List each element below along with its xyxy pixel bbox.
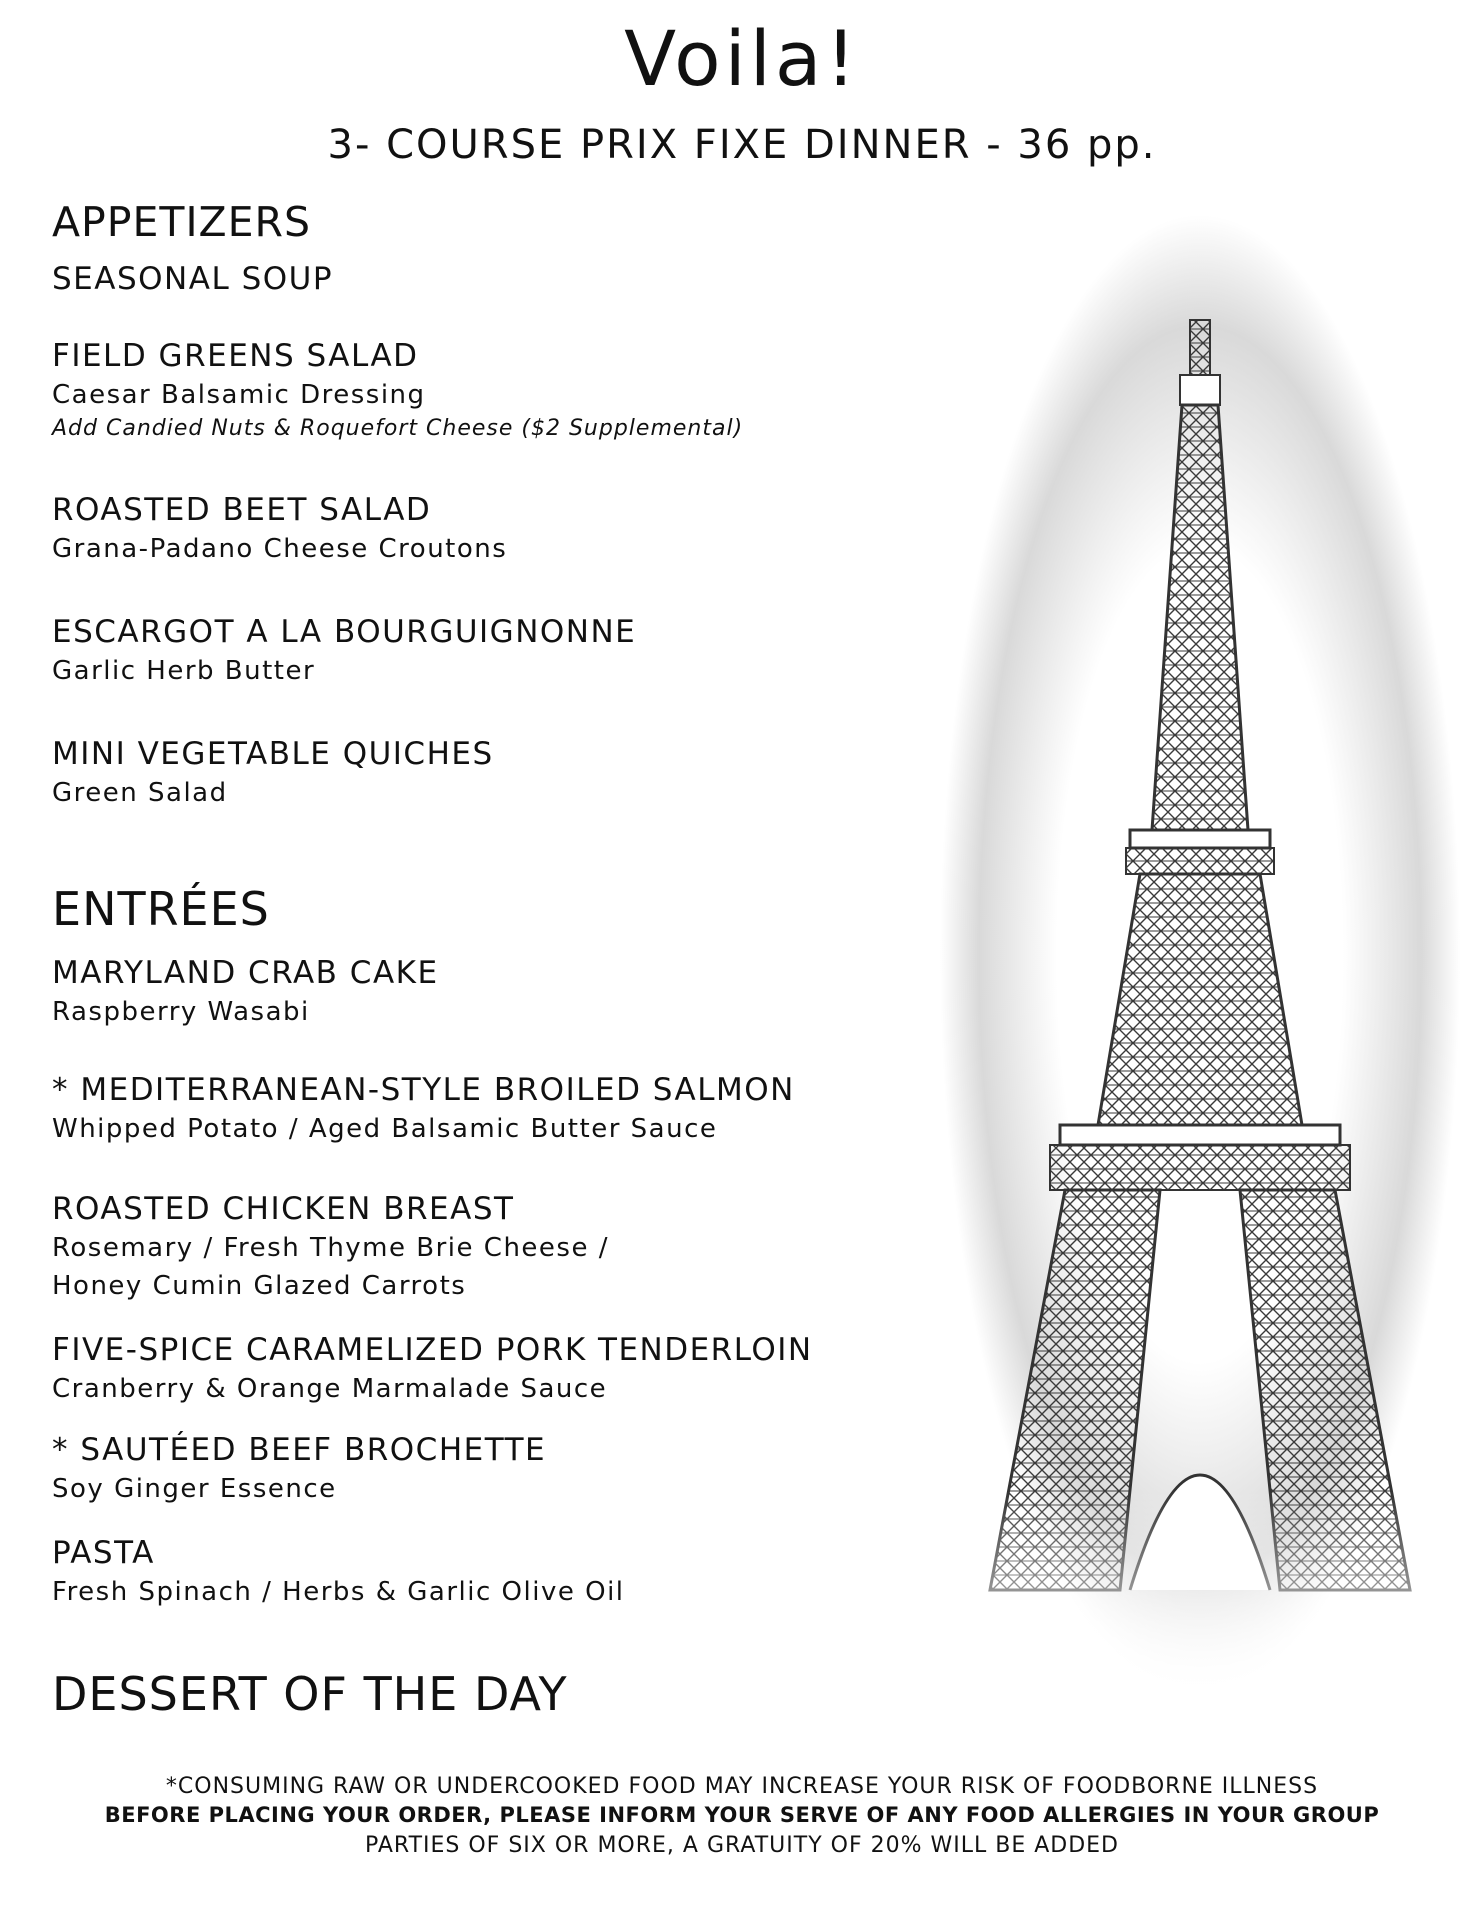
- dessert-heading: DESSERT OF THE DAY: [52, 1667, 568, 1721]
- footer-warning: *CONSUMING RAW OR UNDERCOOKED FOOD MAY INCREASE YOUR RISK OF FOODBORNE ILLNESS: [165, 1774, 1319, 1799]
- menu-item-beef-brochette: [52, 1430, 912, 1508]
- item-description: Garlic Herb Butter: [52, 656, 316, 686]
- item-name: ESCARGOT A LA BOURGUIGNONNE: [52, 614, 637, 650]
- menu-item-pork-tenderloin: [52, 1330, 912, 1408]
- item-description: Caesar Balsamic Dressing: [52, 380, 426, 410]
- item-description: Fresh Spinach / Herbs & Garlic Olive Oil: [52, 1577, 625, 1607]
- item-description: Soy Ginger Essence: [52, 1474, 337, 1504]
- item-description: Grana-Padano Cheese Croutons: [52, 534, 508, 564]
- item-name: SEASONAL SOUP: [52, 261, 334, 297]
- menu-item-escargot: [52, 612, 912, 690]
- menu-item-seasonal-soup: [52, 259, 912, 299]
- item-name: FIVE-SPICE CARAMELIZED PORK TENDERLOIN: [52, 1332, 813, 1368]
- item-name: MARYLAND CRAB CAKE: [52, 955, 439, 991]
- appetizers-heading: APPETIZERS: [52, 198, 312, 246]
- entrees-heading: ENTRÉES: [52, 882, 270, 936]
- menu-item-pasta: [52, 1533, 912, 1611]
- menu-item-broiled-salmon: [52, 1070, 912, 1148]
- eiffel-tower-icon: [930, 210, 1470, 1700]
- item-name: MINI VEGETABLE QUICHES: [52, 736, 494, 772]
- menu-item-mini-vegetable-quiches: [52, 734, 912, 812]
- item-name: ROASTED CHICKEN BREAST: [52, 1191, 515, 1227]
- menu-item-maryland-crab-cake: [52, 953, 912, 1031]
- item-name: PASTA: [52, 1535, 155, 1571]
- menu-title: Voila!: [624, 14, 860, 103]
- item-name: ROASTED BEET SALAD: [52, 492, 432, 528]
- eiffel-tower-illustration: [930, 210, 1470, 1700]
- item-description: Whipped Potato / Aged Balsamic Butter Sauce: [52, 1114, 718, 1144]
- item-description: Raspberry Wasabi: [52, 997, 310, 1027]
- menu-item-roasted-beet-salad: [52, 490, 912, 568]
- item-name: * SAUTÉED BEEF BROCHETTE: [52, 1432, 547, 1468]
- menu-subtitle: 3- COURSE PRIX FIXE DINNER - 36 pp.: [327, 122, 1157, 168]
- item-description: Rosemary / Fresh Thyme Brie Cheese /: [52, 1233, 609, 1263]
- footer-allergy-notice: BEFORE PLACING YOUR ORDER, PLEASE INFORM YOUR SERVE OF ANY FOOD ALLERGIES IN YOUR GROUP: [104, 1803, 1380, 1827]
- item-name: * MEDITERRANEAN-STYLE BROILED SALMON: [52, 1072, 795, 1108]
- item-note: Add Candied Nuts & Roquefort Cheese ($2 Supplemental): [52, 416, 744, 441]
- item-description: Cranberry & Orange Marmalade Sauce: [52, 1374, 608, 1404]
- item-name: FIELD GREENS SALAD: [52, 338, 419, 374]
- item-description-2: Honey Cumin Glazed Carrots: [52, 1271, 467, 1301]
- footer-gratuity-notice: PARTIES OF SIX OR MORE, A GRATUITY OF 20% WILL BE ADDED: [364, 1833, 1119, 1858]
- item-description: Green Salad: [52, 778, 228, 808]
- menu-item-field-greens-salad: [52, 336, 912, 444]
- menu-item-roasted-chicken-breast: [52, 1189, 912, 1305]
